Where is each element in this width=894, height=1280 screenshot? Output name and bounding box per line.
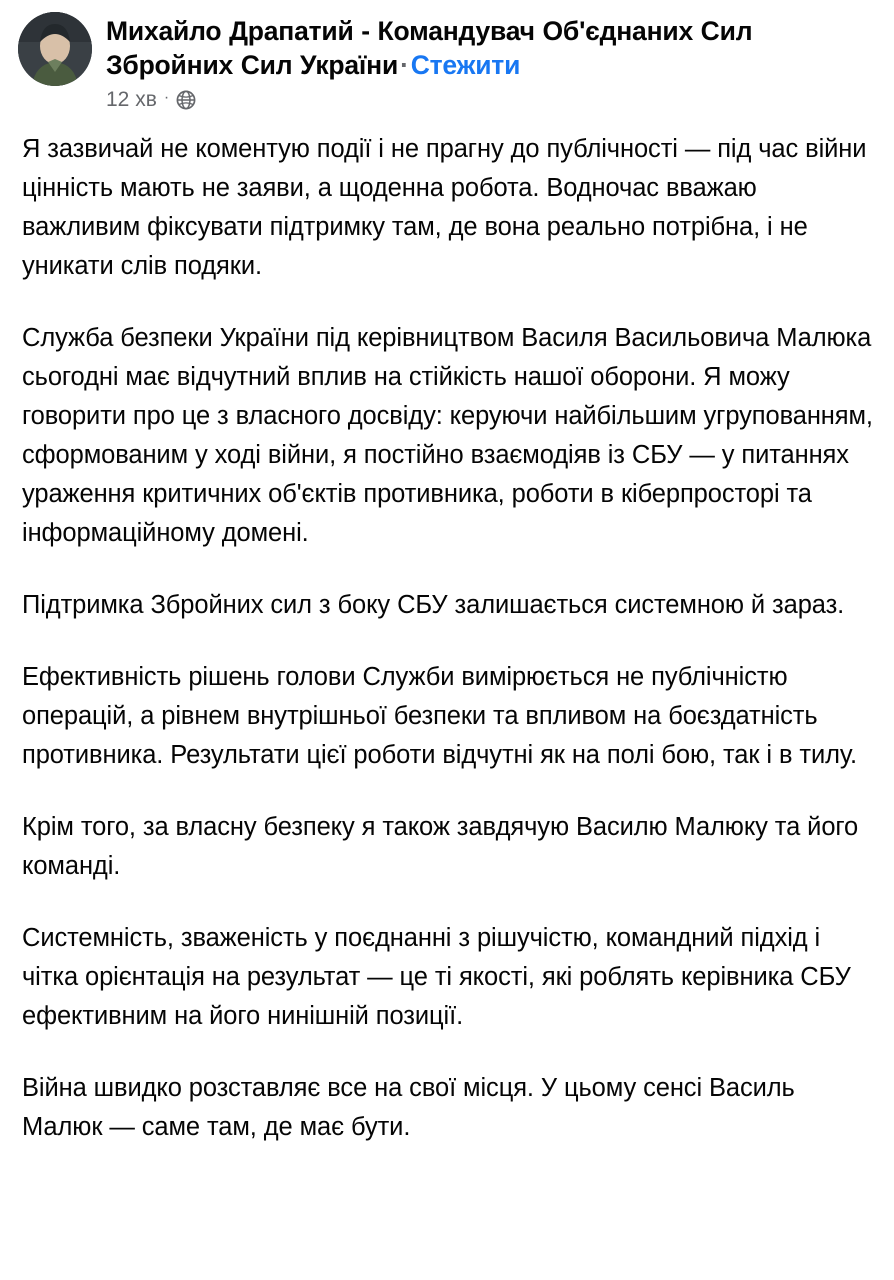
meta-separator: · bbox=[163, 89, 170, 106]
post-paragraph: Системність, зваженість у поєднанні з рішучістю, командний підхід і чітка орієнтація на результат — це ті якості, які роблять керівника СБУ ефективним на його нинішній позиції. bbox=[22, 924, 851, 1030]
post-header bbox=[18, 12, 876, 112]
post-paragraph: Я зазвичай не коментую події і не прагну до публічності — під час війни цінність мають не заяви, а щоденна робота. Водночас вважаю важливим фіксувати підтримку там, де вона реально потрібна, і не уникати слів подяки. bbox=[22, 135, 867, 280]
author-line bbox=[106, 14, 876, 82]
avatar-photo-icon bbox=[18, 12, 92, 86]
post-paragraph: Ефективність рішень голови Служби вимірюється не публічністю операцій, а рівнем внутрішньої безпеки та впливом на боєздатність противника. Результати цієї роботи відчутні як на полі бою, так і в тилу. bbox=[22, 663, 857, 769]
post-meta bbox=[106, 88, 876, 112]
follow-button[interactable]: Стежити bbox=[410, 50, 521, 80]
author-name[interactable]: Михайло Драпатий - Командувач Об'єднаних Сил Збройних Сил України bbox=[106, 16, 753, 80]
post-paragraph: Підтримка Збройних сил з боку СБУ залишається системною й зараз. bbox=[22, 591, 845, 619]
post-header-text bbox=[106, 12, 876, 112]
post-paragraph: Крім того, за власну безпеку я також завдячую Василю Малюку та його команді. bbox=[22, 813, 859, 880]
post-paragraph: Служба безпеки України під керівництвом Василя Васильовича Малюка сьогодні має відчутний вплив на стійкість нашої оборони. Я можу говорити про це з власного досвіду: керуючи найбільшим угрупованням, сформованим у ході війни, я постійно взаємодіяв із СБУ — у питаннях ураження критичних об'єктів противника, роботи в кіберпросторі та інформаційному домені. bbox=[22, 324, 873, 547]
avatar[interactable] bbox=[18, 12, 92, 86]
public-globe-icon[interactable] bbox=[176, 90, 196, 110]
post-timestamp[interactable]: 12 хв bbox=[106, 88, 157, 111]
post-body bbox=[18, 130, 876, 1147]
author-separator: · bbox=[400, 50, 409, 80]
post-paragraph: Війна швидко розставляє все на свої місця. У цьому сенсі Василь Малюк — саме там, де має бути. bbox=[22, 1074, 795, 1141]
